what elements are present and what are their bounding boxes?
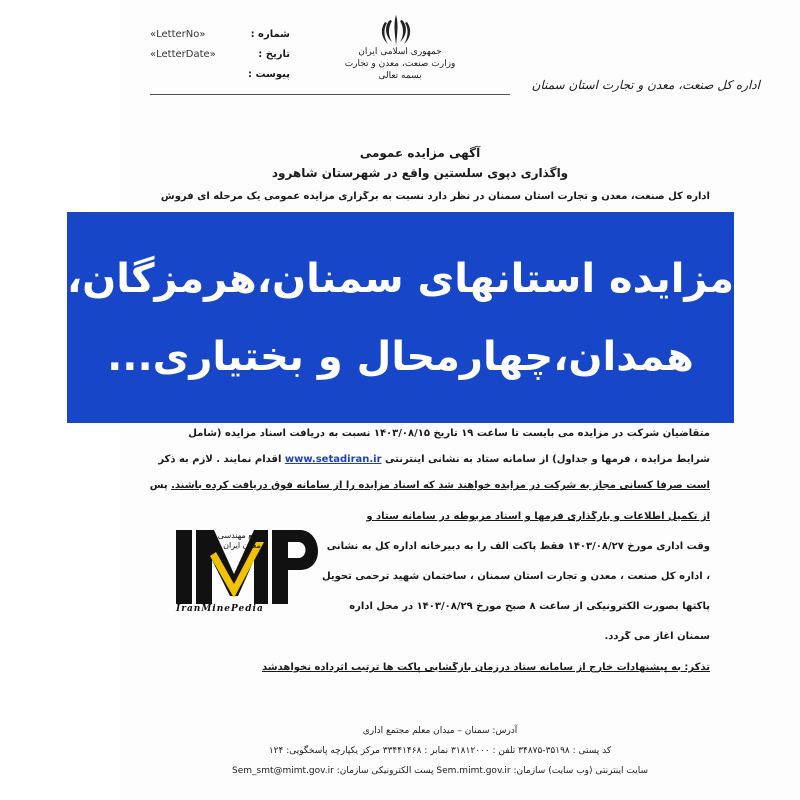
number-value: «LetterNo» bbox=[150, 28, 206, 40]
body-line-2a: شرایط مزایده ، فرمها و جداول) از سامانه ستاد به نشانی اینترنتی bbox=[385, 454, 710, 465]
iran-emblem-icon bbox=[378, 12, 414, 48]
date-label: تاریخ : bbox=[258, 48, 290, 60]
footer-phones: کد پستی : ۳۵۱۹۸-۳۴۸۷۵ تلفن : ۳۱۸۱۲۰۰۰ نمابر : ۳۳۴۴۱۴۶۸ مرکز یکپارچه پاسخگویی: ۱۲۴ bbox=[268, 746, 612, 756]
ministry-header bbox=[330, 46, 470, 82]
bismillah-text: بسمه تعالی bbox=[378, 71, 422, 81]
logo-caption: IranMinePedia bbox=[176, 604, 264, 614]
body-line-3-end: پس bbox=[150, 480, 168, 491]
footer-web: سایت اینترنتی (وب سایت) سازمان: Sem.mimt.gov.ir پست الکترونیکی سازمان: Sem_smt@mimt.gov.ir bbox=[231, 766, 648, 776]
footer-address: آدرس: سمنان – میدان معلم مجتمع اداری bbox=[362, 726, 518, 736]
notice-titles bbox=[200, 146, 640, 186]
body-line-2 bbox=[150, 454, 710, 465]
body-line-1: متقاضیان شرکت در مزایده می بایست تا ساعت ۱۹ تاریخ ۱۴۰۳/۰۸/۱۵ نسبت به دریافت اسناد مزایده (شامل bbox=[188, 428, 710, 439]
attachment-label: پیوست : bbox=[247, 68, 290, 80]
headline-banner bbox=[67, 212, 734, 423]
ministry-text: وزارت صنعت، معدن و تجارت bbox=[344, 59, 456, 69]
banner-line-2: همدان،چهارمحال و بختیاری... bbox=[107, 333, 694, 380]
body-line-3-text: است صرفا کسانی مجاز به شرکت در مزایده خواهند شد که اسناد مزایده را از سامانه فوق دریافت کرده باشند. bbox=[171, 480, 710, 491]
notice-title: آگهی مزایده عمومی bbox=[359, 146, 481, 160]
logo-tagline: مرجع مهندسی معدن ایران bbox=[217, 531, 267, 550]
setadiran-link[interactable]: www.setadiran.ir bbox=[284, 454, 382, 465]
body-line-4: از تکمیل اطلاعات و بارگذاری فرمها و اسناد مربوطه در سامانه ستاد و bbox=[366, 511, 710, 522]
header-rule bbox=[150, 94, 510, 95]
body-line-7: پاکتها بصورت الکترونیکی از ساعت ۸ صبح مورخ ۱۴۰۳/۰۸/۲۹ در محل اداره bbox=[349, 601, 710, 612]
body-line-6: ، اداره کل صنعت ، معدن و تجارت استان سمنان ، ساختمان شهید ترحمی تحویل bbox=[321, 571, 710, 582]
republic-text: جمهوری اسلامی ایران bbox=[358, 47, 442, 57]
department-name: اداره کل صنعت، معدن و تجارت استان سمنان bbox=[531, 78, 760, 92]
body-line-5: وقت اداری مورخ ۱۴۰۳/۰۸/۲۷ فقط پاکت الف را به دبیرخانه اداره کل به نشانی bbox=[326, 541, 710, 552]
body-line-8: سمنان آغاز می گردد. bbox=[604, 631, 710, 642]
banner-line-1: مزایده استانهای سمنان،هرمزگان، bbox=[66, 255, 735, 302]
note-line: تذکر: به پیشنهادات خارج از سامانه ستاد درزمان بازگشایی پاکت ها ترتیب اثرداده نخواهدشد bbox=[262, 662, 710, 673]
date-value: «LetterDate» bbox=[150, 48, 216, 60]
number-label: شماره : bbox=[250, 28, 290, 40]
body-line-2b: اقدام نمایند . لازم به ذکر bbox=[158, 454, 282, 465]
body-line-3 bbox=[150, 480, 710, 491]
notice-subtitle: واگذاری دپوی سلستین واقع در شهرستان شاهرود bbox=[271, 166, 569, 180]
intro-paragraph: اداره کل صنعت، معدن و تجارت استان سمنان در نظر دارد نسبت به برگزاری مزایده عمومی یک مرحله ای فروش bbox=[160, 191, 710, 202]
letter-meta bbox=[150, 24, 290, 84]
